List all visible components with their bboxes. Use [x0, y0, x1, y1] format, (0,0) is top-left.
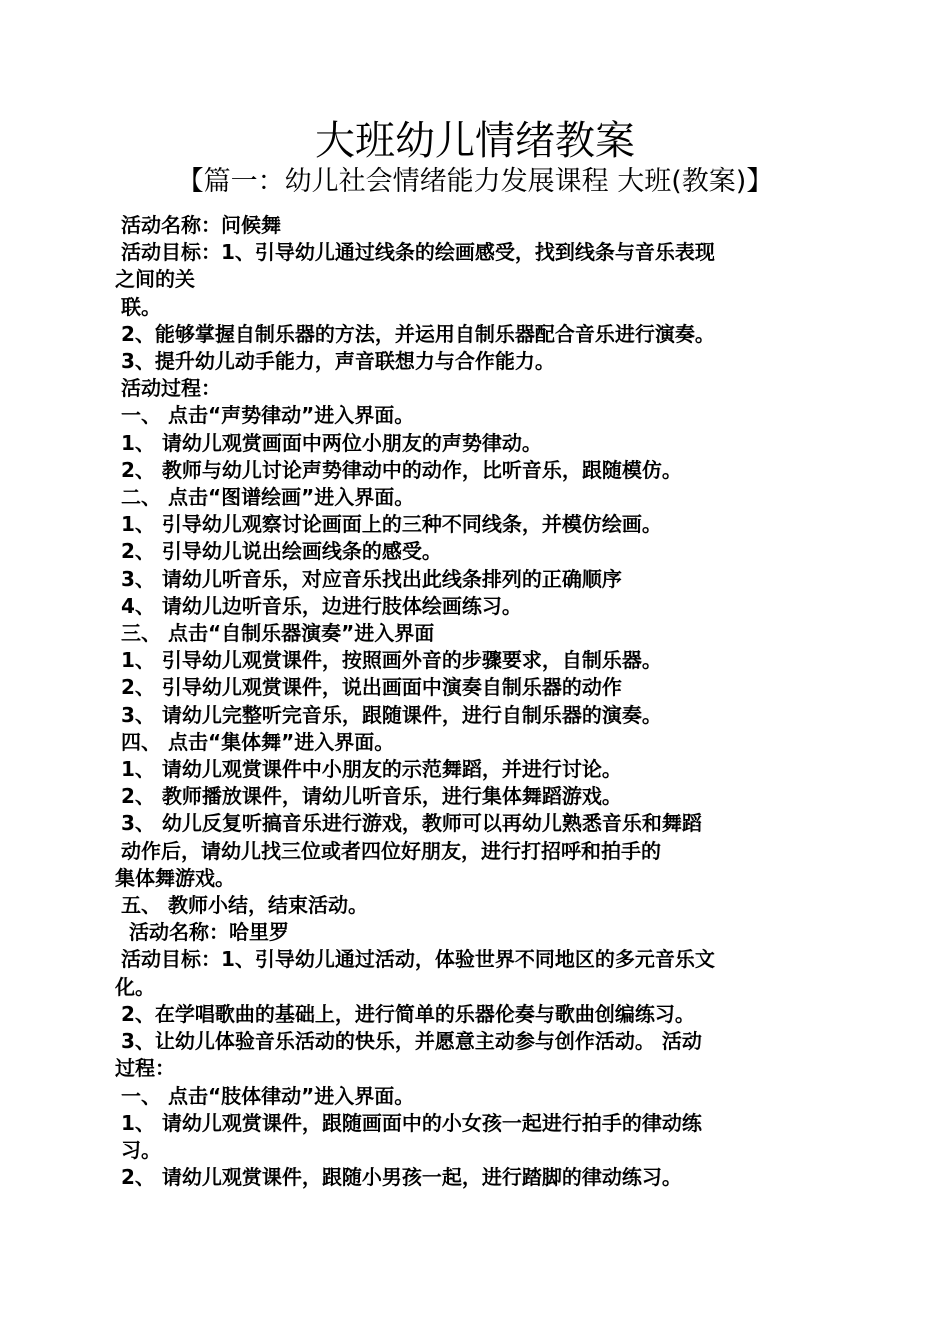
- text-line: 活动目标：1、引导幼儿通过活动，体验世界不同地区的多元音乐文: [121, 947, 715, 972]
- text-line: 3、 请幼儿完整听完音乐，跟随课件，进行自制乐器的演奏。: [121, 702, 662, 727]
- text-line: 3、让幼儿体验音乐活动的快乐，并愿意主动参与创作活动。 活动: [121, 1029, 702, 1054]
- text-line: 活动名称：哈里罗: [129, 920, 289, 945]
- text-line: 1、 请幼儿观赏课件，跟随画面中的小女孩一起进行拍手的律动练: [121, 1110, 702, 1135]
- text-line: 1、 引导幼儿观察讨论画面上的三种不同线条，并模仿绘画。: [121, 512, 662, 537]
- text-line: 1、 请幼儿观赏画面中两位小朋友的声势律动。: [121, 430, 542, 455]
- document-title: 大班幼儿情绪教案: [315, 118, 635, 164]
- text-line: 2、能够掌握自制乐器的方法，并运用自制乐器配合音乐进行演奏。: [121, 321, 715, 346]
- text-line: 五、 教师小结，结束活动。: [121, 893, 368, 918]
- text-line: 2、在学唱歌曲的基础上，进行简单的乐器伦奏与歌曲创编练习。: [121, 1001, 695, 1026]
- text-line: 二、 点击“图谱绘画”进入界面。: [121, 485, 415, 510]
- text-line: 之间的关: [115, 267, 195, 292]
- text-line: 2、 请幼儿观赏课件，跟随小男孩一起，进行踏脚的律动练习。: [121, 1165, 682, 1190]
- text-line: 3、 请幼儿听音乐，对应音乐找出此线条排列的正确顺序: [121, 566, 622, 591]
- text-line: 联。: [121, 294, 161, 319]
- text-line: 习。: [121, 1137, 161, 1162]
- text-line: 集体舞游戏。: [115, 865, 235, 890]
- text-line: 3、 幼儿反复听搞音乐进行游戏，教师可以再幼儿熟悉音乐和舞蹈: [121, 811, 702, 836]
- text-line: 2、 教师播放课件，请幼儿听音乐，进行集体舞蹈游戏。: [121, 784, 622, 809]
- text-line: 4、 请幼儿边听音乐，边进行肢体绘画练习。: [121, 593, 522, 618]
- text-line: 活动名称：问候舞: [121, 213, 281, 237]
- text-line: 一、 点击“肢体律动”进入界面。: [121, 1083, 415, 1108]
- text-line: 活动过程：: [121, 376, 221, 401]
- document-subtitle: 【篇一：幼儿社会情绪能力发展课程 大班(教案)】: [176, 166, 774, 197]
- text-line: 1、 引导幼儿观赏课件，按照画外音的步骤要求，自制乐器。: [121, 648, 662, 673]
- text-line: 四、 点击“集体舞”进入界面。: [121, 729, 395, 754]
- text-line: 活动目标：1、引导幼儿通过线条的绘画感受，找到线条与音乐表现: [121, 240, 715, 265]
- text-line: 动作后，请幼儿找三位或者四位好朋友，进行打招呼和拍手的: [121, 838, 661, 863]
- text-line: 三、 点击“自制乐器演奏”进入界面: [121, 621, 435, 646]
- text-line: 2、 引导幼儿观赏课件，说出画面中演奏自制乐器的动作: [121, 675, 622, 700]
- text-line: 2、 教师与幼儿讨论声势律动中的动作，比听音乐，跟随模仿。: [121, 457, 682, 482]
- text-line: 2、 引导幼儿说出绘画线条的感受。: [121, 539, 442, 564]
- text-line: 过程：: [115, 1056, 175, 1081]
- text-line: 一、 点击“声势律动”进入界面。: [121, 403, 415, 428]
- document-body: [115, 212, 840, 1191]
- text-line: 3、提升幼儿动手能力，声音联想力与合作能力。: [121, 349, 555, 374]
- text-line: 1、 请幼儿观赏课件中小朋友的示范舞蹈，并进行讨论。: [121, 757, 622, 782]
- text-line: 化。: [115, 974, 155, 999]
